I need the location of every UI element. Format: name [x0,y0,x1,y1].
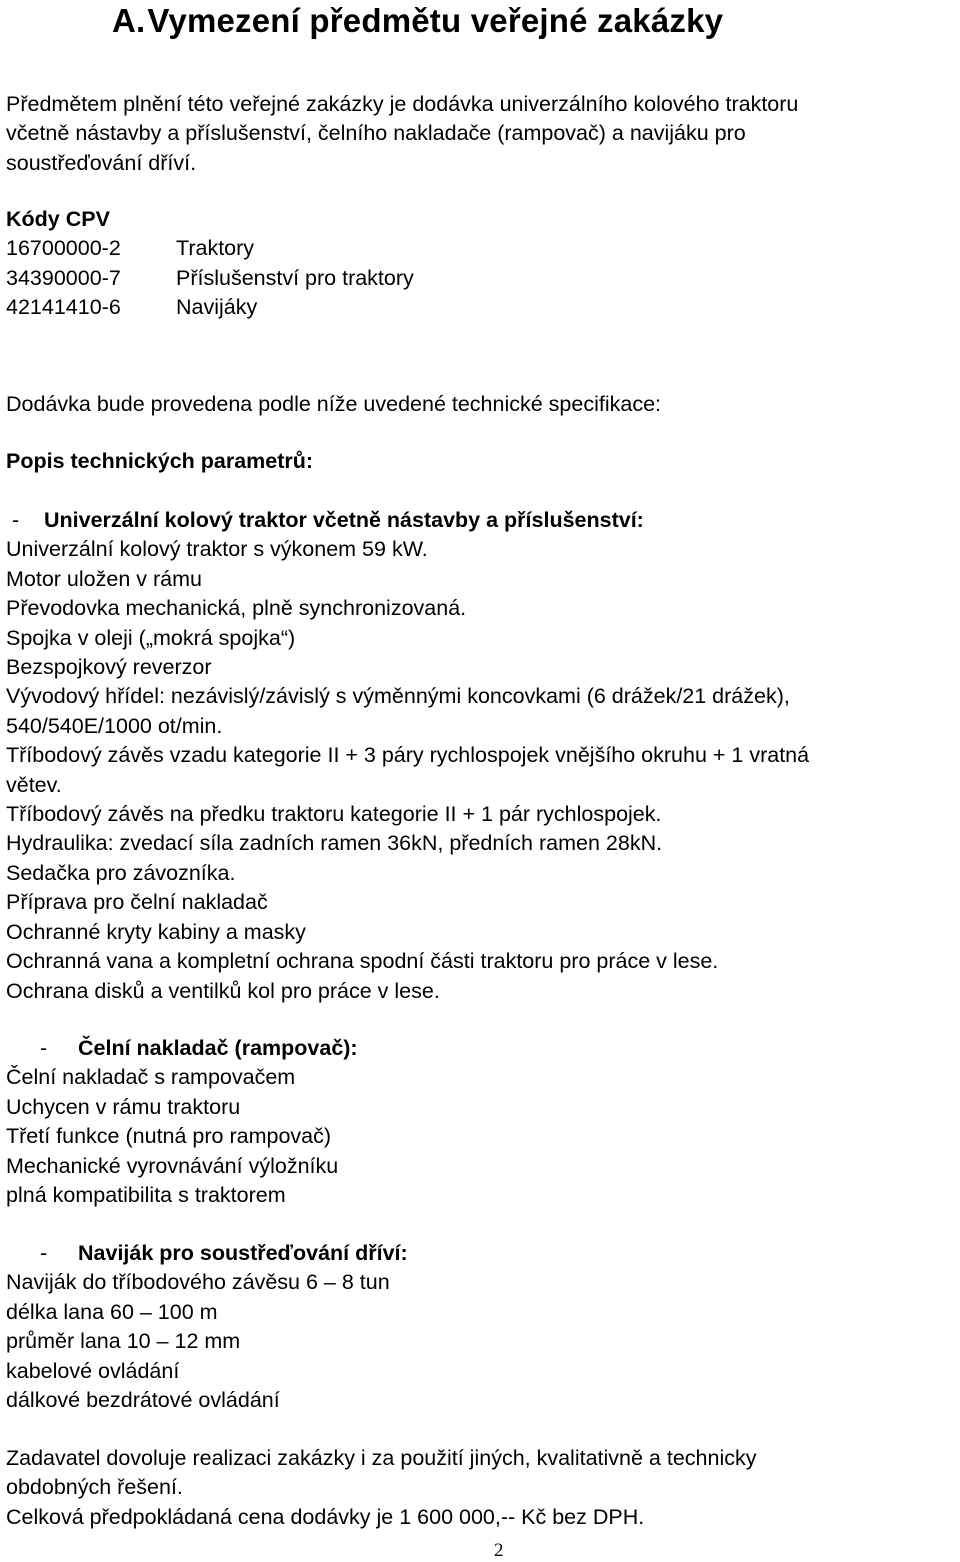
spec-line: Vývodový hřídel: nezávislý/závislý s výměnnými koncovkami (6 drážek/21 drážek), [6,684,790,709]
spec-line: větev. [6,772,62,797]
spec-line: Spojka v oleji („mokrá spojka“) [6,625,296,650]
spec-line: Mechanické vyrovnávání výložníku [6,1153,339,1178]
cpv-code: 34390000-7 [6,265,121,290]
cpv-heading: Kódy CPV [6,207,110,231]
loader-section [6,1034,956,1210]
closing-paragraph [6,1444,956,1532]
tractor-section [6,506,956,1006]
spec-line: Převodovka mechanická, plně synchronizovaná. [6,596,467,621]
intro-line: Předmětem plnění této veřejné zakázky je dodávka univerzálního kolového traktoru [6,92,799,116]
cpv-row [6,234,956,263]
loader-heading [6,1034,956,1063]
closing-line: Zadavatel dovoluje realizaci zakázky i za použití jiných, kvalitativně a technicky [6,1446,757,1470]
cpv-row [6,264,956,293]
list-dash: - [40,1036,48,1060]
document-title [112,0,723,42]
spec-line: Uchycen v rámu traktoru [6,1094,241,1119]
cpv-label: Traktory [176,236,255,261]
cpv-row [6,293,956,322]
winch-section [6,1239,956,1415]
spec-line: Hydraulika: zvedací síla zadních ramen 36kN, předních ramen 28kN. [6,831,663,856]
section-heading-text: Naviják pro soustřeďování dříví: [78,1241,408,1265]
spec-line: dálkové bezdrátové ovládání [6,1388,280,1413]
spec-line: Ochrana disků a ventilků kol pro práce v lese. [6,978,440,1003]
spec-line: Bezspojkový reverzor [6,655,212,680]
spec-line: Tříbodový závěs vzadu kategorie II + 3 páry rychlospojek vnějšího okruhu + 1 vratná [6,743,810,768]
spec-line: Ochranná vana a kompletní ochrana spodní části traktoru pro práce v lese. [6,949,719,974]
intro-line: soustřeďování dříví. [6,150,197,175]
spec-line: Tříbodový závěs na předku traktoru kategorie II + 1 pár rychlospojek. [6,802,662,827]
list-dash: - [12,508,20,532]
params-heading-block [6,447,956,476]
params-heading: Popis technických parametrů: [6,449,314,473]
spec-line: Sedačka pro závozníka. [6,860,236,885]
spec-line: plná kompatibilita s traktorem [6,1183,286,1208]
cpv-section [6,205,956,323]
tractor-heading [6,506,956,535]
closing-line: obdobných řešení. [6,1475,183,1500]
delivery-note-block [6,390,956,419]
cpv-code: 42141410-6 [6,295,121,320]
delivery-note: Dodávka bude provedena podle níže uvedené technické specifikace: [6,392,662,416]
page-number: 2 [494,1540,504,1561]
intro-paragraph [6,90,956,178]
intro-line: včetně nástavby a příslušenství, čelního nakladače (rampovač) a navijáku pro [6,121,746,146]
winch-heading [6,1239,956,1268]
spec-line: Čelní nakladač s rampovačem [6,1065,296,1090]
spec-line: 540/540E/1000 ot/min. [6,713,223,738]
spec-line: délka lana 60 – 100 m [6,1299,218,1324]
title-text: Vymezení předmětu veřejné zakázky [147,2,724,39]
spec-line: Ochranné kryty kabiny a masky [6,919,306,944]
spec-line: Motor uložen v rámu [6,566,202,591]
closing-line: Celková předpokládaná cena dodávky je 1 600 000,-- Kč bez DPH. [6,1504,645,1529]
spec-line: Univerzální kolový traktor s výkonem 59 kW. [6,537,428,562]
cpv-label: Příslušenství pro traktory [176,265,414,290]
list-dash: - [40,1241,48,1265]
spec-line: Naviják do tříbodového závěsu 6 – 8 tun [6,1270,390,1295]
cpv-label: Navijáky [176,295,258,320]
section-heading-text: Univerzální kolový traktor včetně nástavby a příslušenství: [44,508,644,532]
cpv-code: 16700000-2 [6,236,121,261]
spec-line: Příprava pro čelní nakladač [6,890,268,915]
spec-line: kabelové ovládání [6,1358,180,1383]
spec-line: průměr lana 10 – 12 mm [6,1329,241,1354]
section-letter: A. [112,2,146,39]
section-heading-text: Čelní nakladač (rampovač): [78,1036,358,1060]
spec-line: Třetí funkce (nutná pro rampovač) [6,1124,332,1149]
